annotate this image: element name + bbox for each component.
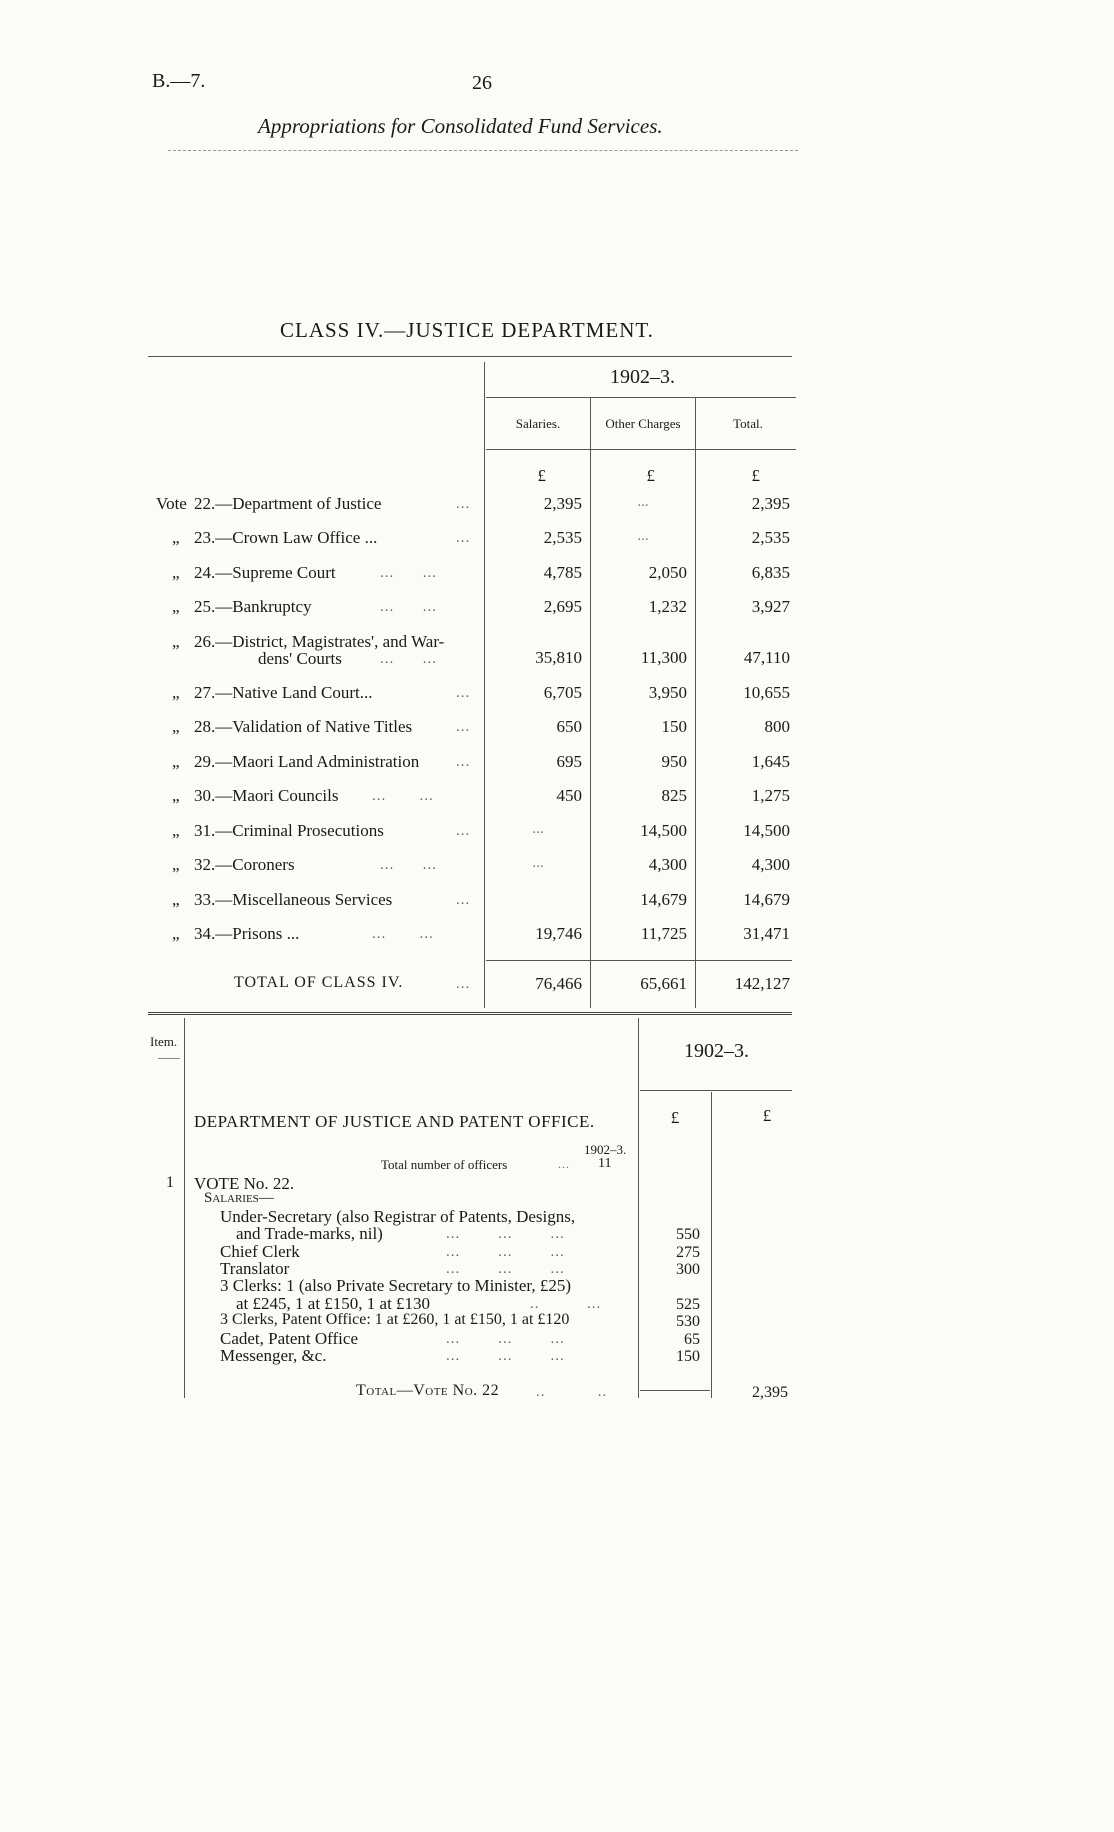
row-leader: ... ... ... xyxy=(446,1226,565,1242)
row-leader: ... ... xyxy=(380,599,437,615)
salary-line-amount: 530 xyxy=(676,1313,700,1330)
row-leader: ... ... ... xyxy=(446,1331,565,1347)
item-number: 1 xyxy=(166,1174,174,1191)
salaries-other-divider xyxy=(590,398,591,1008)
currency-total: £ xyxy=(751,466,760,485)
row-other: 4,300 xyxy=(648,855,687,874)
class-total-salaries: 76,466 xyxy=(535,974,582,993)
salary-line-amount: 525 xyxy=(676,1296,700,1313)
department-heading: DEPARTMENT OF JUSTICE AND PATENT OFFICE. xyxy=(194,1112,595,1131)
amount-col-divider xyxy=(638,1018,639,1398)
class-table-year: 1902–3. xyxy=(610,366,675,388)
row-prefix: „ xyxy=(172,632,180,651)
row-other: 14,500 xyxy=(640,821,687,840)
currency-amount: £ xyxy=(670,1108,680,1127)
col-other-header: Other Charges xyxy=(605,416,681,431)
row-leader: ... ... ... xyxy=(446,1261,565,1277)
row-prefix: „ xyxy=(172,890,180,909)
subtotal-rule xyxy=(486,960,792,961)
class-table-top-rule xyxy=(148,356,792,357)
officers-leader: ... xyxy=(558,1157,570,1171)
row-label: 34.—Prisons ... xyxy=(194,924,300,943)
row-leader: ... xyxy=(456,719,471,735)
row-salaries: 2,395 xyxy=(543,494,582,513)
row-leader: ... xyxy=(456,976,471,992)
row-label: 25.—Bankruptcy xyxy=(194,597,312,616)
row-label: 24.—Supreme Court xyxy=(194,563,336,582)
row-other: 11,725 xyxy=(640,924,687,943)
row-other: 2,050 xyxy=(648,563,687,582)
row-prefix: „ xyxy=(172,752,180,771)
row-prefix: „ xyxy=(172,821,180,840)
vote-total-label: Total—Vote No. 22 xyxy=(356,1382,500,1399)
row-label: 26.—District, Magistrates', and War- xyxy=(194,632,445,651)
row-salaries: 2,695 xyxy=(543,597,582,616)
salary-line-amount: 65 xyxy=(684,1331,700,1348)
salaries-heading: Salaries— xyxy=(204,1190,274,1206)
row-prefix: „ xyxy=(172,683,180,702)
row-label: 29.—Maori Land Administration xyxy=(194,752,420,771)
row-other: 1,232 xyxy=(648,597,687,616)
item-col-divider xyxy=(184,1018,185,1398)
row-leader: ... xyxy=(456,823,471,839)
currency-salaries: £ xyxy=(537,466,546,485)
row-leader: .. .. xyxy=(536,1384,608,1400)
row-leader: ... ... xyxy=(380,651,437,667)
class-table-bottom-rule xyxy=(148,1012,792,1015)
row-label: 28.—Validation of Native Titles xyxy=(194,717,413,736)
row-total: 10,655 xyxy=(743,683,790,702)
currency-total: £ xyxy=(762,1106,772,1125)
row-leader: ... xyxy=(456,530,471,546)
row-salaries: 650 xyxy=(556,717,582,736)
row-leader: ... ... ... xyxy=(446,1244,565,1260)
row-leader: ... ... xyxy=(380,565,437,581)
vote-subtotal-rule xyxy=(640,1390,710,1391)
class-total-total: 142,127 xyxy=(734,974,790,993)
officers-count: 11 xyxy=(598,1156,612,1171)
row-salaries: ... xyxy=(532,821,544,837)
row-total: 2,395 xyxy=(751,494,790,513)
officers-year: 1902–3. xyxy=(584,1142,627,1157)
row-prefix: „ xyxy=(172,597,180,616)
row-label-continued: dens' Courts xyxy=(258,649,342,668)
row-leader: ... xyxy=(456,496,471,512)
officers-label: Total number of officers xyxy=(381,1157,508,1172)
salary-line-amount: 550 xyxy=(676,1226,700,1243)
vote-total-amount: 2,395 xyxy=(752,1384,788,1401)
row-prefix: „ xyxy=(172,717,180,736)
row-leader: ... xyxy=(456,754,471,770)
row-total: 31,471 xyxy=(743,924,790,943)
row-prefix: „ xyxy=(172,563,180,582)
salary-line-text: Messenger, &c. xyxy=(220,1346,327,1365)
row-total: 800 xyxy=(764,717,790,736)
salary-line-text: Translator xyxy=(220,1259,290,1278)
header-rule xyxy=(168,150,798,151)
row-leader: .. ... xyxy=(530,1296,602,1312)
row-other: 11,300 xyxy=(640,648,687,667)
salary-line-text: at £245, 1 at £150, 1 at £130 xyxy=(236,1294,431,1313)
row-prefix: „ xyxy=(172,786,180,805)
row-total: 6,835 xyxy=(751,563,790,582)
row-leader: ... ... xyxy=(372,788,434,804)
row-leader: ... xyxy=(456,685,471,701)
row-total: 14,500 xyxy=(743,821,790,840)
row-total: 14,679 xyxy=(743,890,790,909)
row-other: 3,950 xyxy=(648,683,687,702)
salary-line-text: 3 Clerks: 1 (also Private Secretary to Minister, £25) xyxy=(220,1276,572,1295)
row-leader: ... xyxy=(456,892,471,908)
class-total-other: 65,661 xyxy=(640,974,687,993)
salary-line-amount: 275 xyxy=(676,1244,700,1261)
row-salaries: 35,810 xyxy=(535,648,582,667)
row-label: 23.—Crown Law Office ... xyxy=(194,528,378,547)
row-salaries: 450 xyxy=(556,786,582,805)
page-number: 26 xyxy=(472,72,492,94)
col-salaries-header: Salaries. xyxy=(515,416,561,431)
salary-line-amount: 150 xyxy=(676,1348,700,1365)
item-header-rule xyxy=(158,1058,180,1059)
row-other: 825 xyxy=(661,786,687,805)
row-label: 33.—Miscellaneous Services xyxy=(194,890,393,909)
row-salaries: 695 xyxy=(556,752,582,771)
row-other: 14,679 xyxy=(640,890,687,909)
row-total: 3,927 xyxy=(751,597,790,616)
row-total: 1,275 xyxy=(751,786,790,805)
row-other: 950 xyxy=(661,752,687,771)
vote-table-year: 1902–3. xyxy=(684,1040,749,1062)
class-table-title: CLASS IV.—JUSTICE DEPARTMENT. xyxy=(280,318,654,342)
currency-other: £ xyxy=(646,466,655,485)
row-label: 32.—Coroners xyxy=(194,855,295,874)
class-total-label: TOTAL OF CLASS IV. xyxy=(234,974,404,991)
row-salaries: 4,785 xyxy=(543,563,582,582)
row-prefix: „ xyxy=(172,528,180,547)
col-total-header: Total. xyxy=(733,416,763,431)
row-salaries: 2,535 xyxy=(543,528,582,547)
row-prefix: „ xyxy=(172,855,180,874)
row-leader: ... ... xyxy=(380,857,437,873)
row-prefix: Vote xyxy=(156,494,187,513)
class-table-divider xyxy=(484,362,485,1008)
row-other: ... xyxy=(637,494,649,510)
salary-line-text: Under-Secretary (also Registrar of Patents, Designs, xyxy=(220,1207,576,1226)
total-col-divider xyxy=(711,1092,712,1398)
row-total: 2,535 xyxy=(751,528,790,547)
row-salaries: 19,746 xyxy=(535,924,582,943)
salary-line-text: Chief Clerk xyxy=(220,1242,300,1261)
row-salaries: 6,705 xyxy=(543,683,582,702)
year-rule xyxy=(486,397,796,398)
row-label: 31.—Criminal Prosecutions xyxy=(194,821,384,840)
row-prefix: „ xyxy=(172,924,180,943)
salary-line-text: and Trade-marks, nil) xyxy=(236,1224,383,1243)
row-total: 4,300 xyxy=(751,855,790,874)
salary-line-amount: 300 xyxy=(676,1261,700,1278)
page-subtitle: Appropriations for Consolidated Fund Services. xyxy=(258,114,663,138)
document-ref: B.—7. xyxy=(152,70,206,92)
other-total-divider xyxy=(695,398,696,1008)
vote-number: VOTE No. 22. xyxy=(194,1174,295,1193)
row-other: 150 xyxy=(661,717,687,736)
salary-line-text: 3 Clerks, Patent Office: 1 at £260, 1 at £150, 1 at £120 xyxy=(220,1311,570,1328)
row-total: 1,645 xyxy=(751,752,790,771)
row-label: 27.—Native Land Court... xyxy=(194,683,373,702)
row-label: 22.—Department of Justice xyxy=(194,494,382,513)
row-salaries: ... xyxy=(532,855,544,871)
row-label: 30.—Maori Councils xyxy=(194,786,339,805)
vote-year-rule xyxy=(640,1090,792,1091)
row-leader: ... ... xyxy=(372,926,434,942)
row-other: ... xyxy=(637,528,649,544)
item-header: Item. xyxy=(150,1034,178,1049)
salary-line-text: Cadet, Patent Office xyxy=(220,1329,359,1348)
row-total: 47,110 xyxy=(743,648,790,667)
col-header-rule xyxy=(486,449,796,450)
row-leader: ... ... ... xyxy=(446,1348,565,1364)
